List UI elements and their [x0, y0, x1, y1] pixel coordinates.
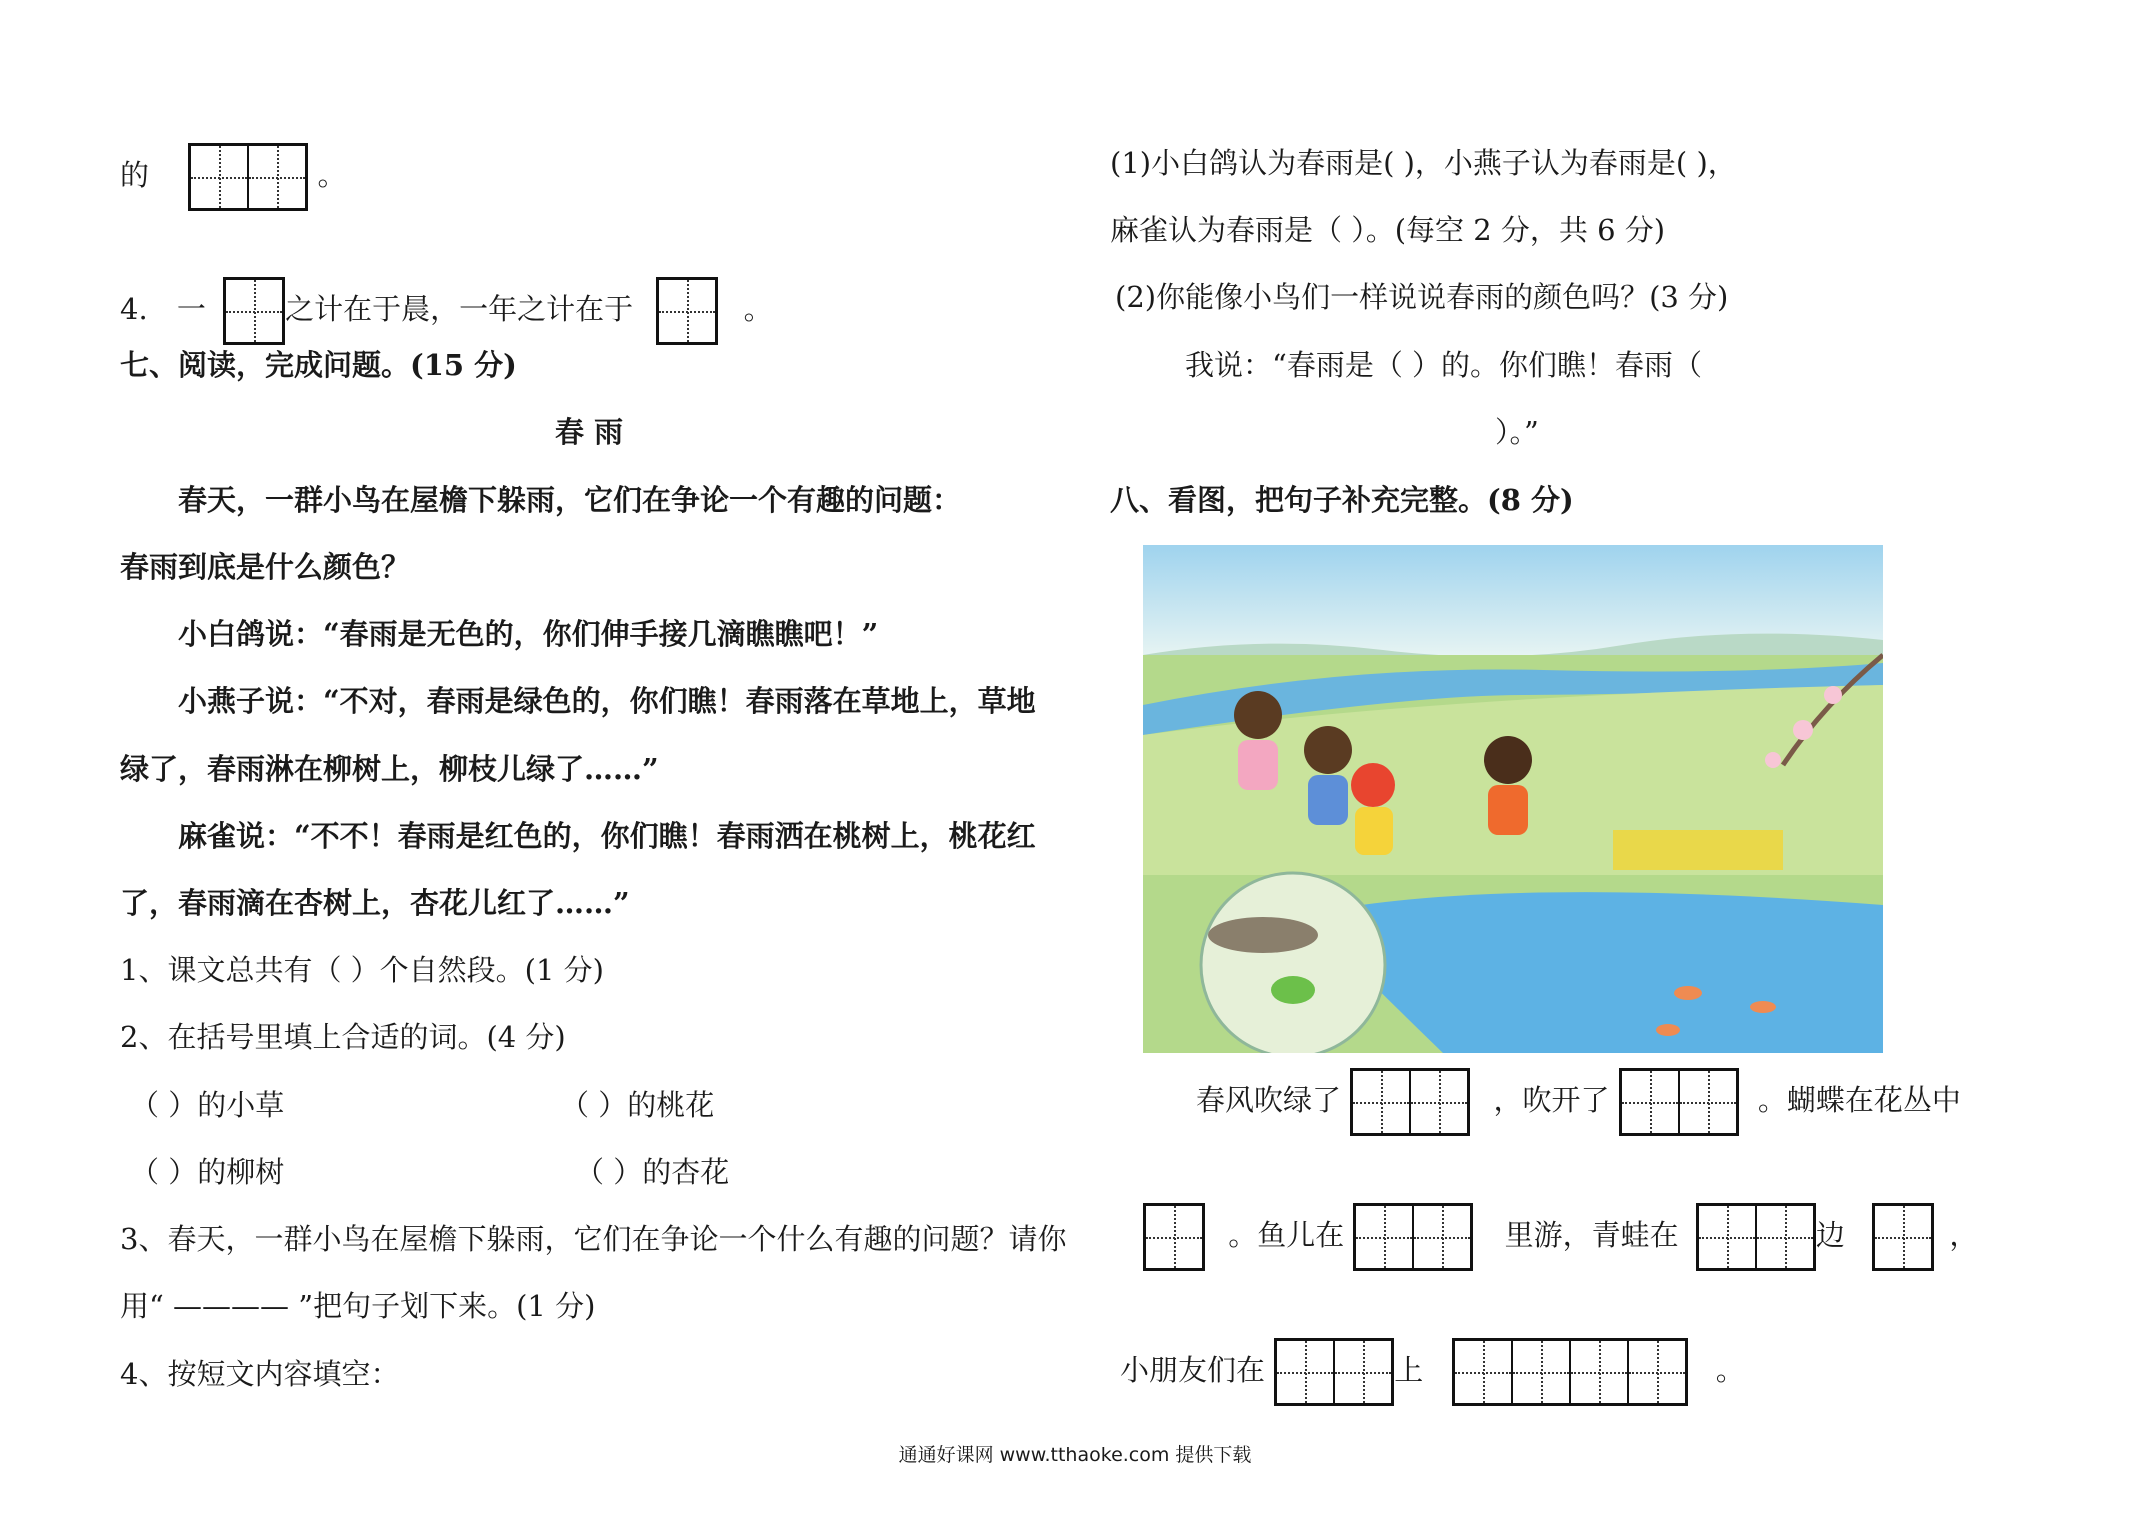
yellow-flowers — [1613, 830, 1783, 870]
question-1: 1、课文总共有（ ）个自然段。(1 分) — [120, 953, 604, 987]
q4-end: 。 — [743, 292, 773, 326]
tian-grid-2[interactable] — [1696, 1203, 1816, 1271]
tian-grid-1[interactable] — [1143, 1203, 1205, 1271]
fish — [1674, 986, 1702, 1000]
passage-p4a: 麻雀说：“不不！春雨是红色的，你们瞧！春雨洒在桃树上，桃花红 — [178, 819, 1036, 853]
boy-2-body — [1488, 785, 1528, 835]
scene-sentence-1 — [1196, 1068, 1961, 1136]
frog — [1271, 976, 1315, 1004]
passage-p4b: 了，春雨滴在杏树上，杏花儿红了……” — [120, 886, 630, 920]
frog-inset — [1201, 873, 1385, 1053]
blossom — [1793, 720, 1813, 740]
tian-grid-2[interactable] — [188, 143, 308, 211]
s1-a: 春风吹绿了 — [1196, 1083, 1342, 1117]
q2-blank-willow[interactable]: （ ）的柳树 — [130, 1155, 285, 1189]
question-3a: 3、春天，一群小鸟在屋檐下躲雨，它们在争论一个什么有趣的问题？请你 — [120, 1222, 1067, 1256]
r-q2: (2)你能像小鸟们一样说说春雨的颜色吗？(3 分) — [1115, 280, 1729, 314]
passage-p3a: 小燕子说：“不对，春雨是绿色的，你们瞧！春雨落在草地上，草地 — [178, 684, 1036, 718]
boy-1-head — [1351, 763, 1395, 807]
r-q2-answer[interactable]: 我说：“春雨是（ ）的。你们瞧！春雨（ — [1185, 348, 1703, 382]
tian-grid-2[interactable] — [1353, 1203, 1473, 1271]
q2-blank-grass[interactable]: （ ）的小草 — [130, 1088, 285, 1122]
tian-grid-2[interactable] — [1619, 1068, 1739, 1136]
s2-c: 边 — [1815, 1218, 1845, 1252]
passage-p2: 小白鸽说：“春雨是无色的，你们伸手接几滴瞧瞧吧！” — [178, 617, 879, 651]
question-4: 4、按短文内容填空： — [120, 1357, 400, 1391]
blossom — [1765, 752, 1781, 768]
passage-title: 春 雨 — [555, 415, 624, 449]
scene-sentence-2 — [1143, 1203, 1978, 1271]
footer-credit: 通通好课网 www.tthaoke.com 提供下载 — [898, 1444, 1252, 1466]
girl-1-head — [1234, 691, 1282, 739]
tian-grid-4[interactable] — [1452, 1338, 1688, 1406]
s2-a: 。鱼儿在 — [1228, 1218, 1345, 1252]
fish — [1750, 1001, 1776, 1013]
q4-part-b: 之计在于晨，一年之计在于 — [285, 292, 634, 326]
line-de-prefix: 的 — [120, 158, 150, 192]
s1-c: 。蝴蝶在花丛中 — [1757, 1083, 1961, 1117]
q2-blank-apricot[interactable]: （ ）的杏花 — [575, 1155, 730, 1189]
fish — [1656, 1024, 1680, 1036]
s3-c: 。 — [1715, 1353, 1745, 1387]
section-8-title: 八、看图，把句子补充完整。(8 分) — [1110, 483, 1574, 517]
s2-d: ， — [1949, 1218, 1979, 1252]
passage-p3b: 绿了，春雨淋在柳树上，柳枝儿绿了……” — [120, 752, 659, 786]
q4-proverb — [120, 277, 773, 345]
boy-2-head — [1484, 736, 1532, 784]
line-de-suffix: 。 — [317, 158, 347, 192]
r-q1-line1[interactable]: (1)小白鸽认为春雨是( )，小燕子认为春雨是( )， — [1110, 146, 1737, 180]
q4-part-a: 一 — [176, 292, 206, 326]
tian-grid-2[interactable] — [1274, 1338, 1394, 1406]
passage-p1a: 春天，一群小鸟在屋檐下躲雨，它们在争论一个有趣的问题： — [178, 483, 962, 517]
question-2: 2、在括号里填上合适的词。(4 分) — [120, 1020, 566, 1054]
q2-blank-peach[interactable]: （ ）的桃花 — [560, 1088, 715, 1122]
section-7-title: 七、阅读，完成问题。(15 分) — [120, 348, 517, 382]
s2-b: 里游，青蛙在 — [1504, 1218, 1679, 1252]
s3-a: 小朋友们在 — [1120, 1353, 1266, 1387]
spring-scene-picture — [1143, 545, 1883, 1053]
girl-2-head — [1304, 726, 1352, 774]
r-q1-line2[interactable]: 麻雀认为春雨是（ ）。(每空 2 分，共 6 分) — [1110, 213, 1666, 247]
blossom — [1824, 686, 1842, 704]
tian-grid-1[interactable] — [656, 277, 718, 345]
line-de — [120, 143, 346, 211]
tian-grid-2[interactable] — [1350, 1068, 1470, 1136]
s3-b: 上 — [1394, 1353, 1424, 1387]
question-3b: 用“ ———— ”把句子划下来。(1 分) — [120, 1289, 596, 1323]
r-q2-answer-end: ）。” — [1495, 415, 1539, 449]
tian-grid-1[interactable] — [223, 277, 285, 345]
s1-b: ，吹开了 — [1493, 1083, 1610, 1117]
girl-2-body — [1308, 775, 1348, 825]
q4-number: 4. — [120, 292, 148, 326]
boy-1-body — [1355, 807, 1393, 855]
inset-rock — [1208, 917, 1318, 953]
scene-sentence-3 — [1120, 1338, 1745, 1406]
passage-p1b: 春雨到底是什么颜色？ — [120, 550, 411, 584]
tian-grid-1[interactable] — [1872, 1203, 1934, 1271]
girl-1-body — [1238, 740, 1278, 790]
